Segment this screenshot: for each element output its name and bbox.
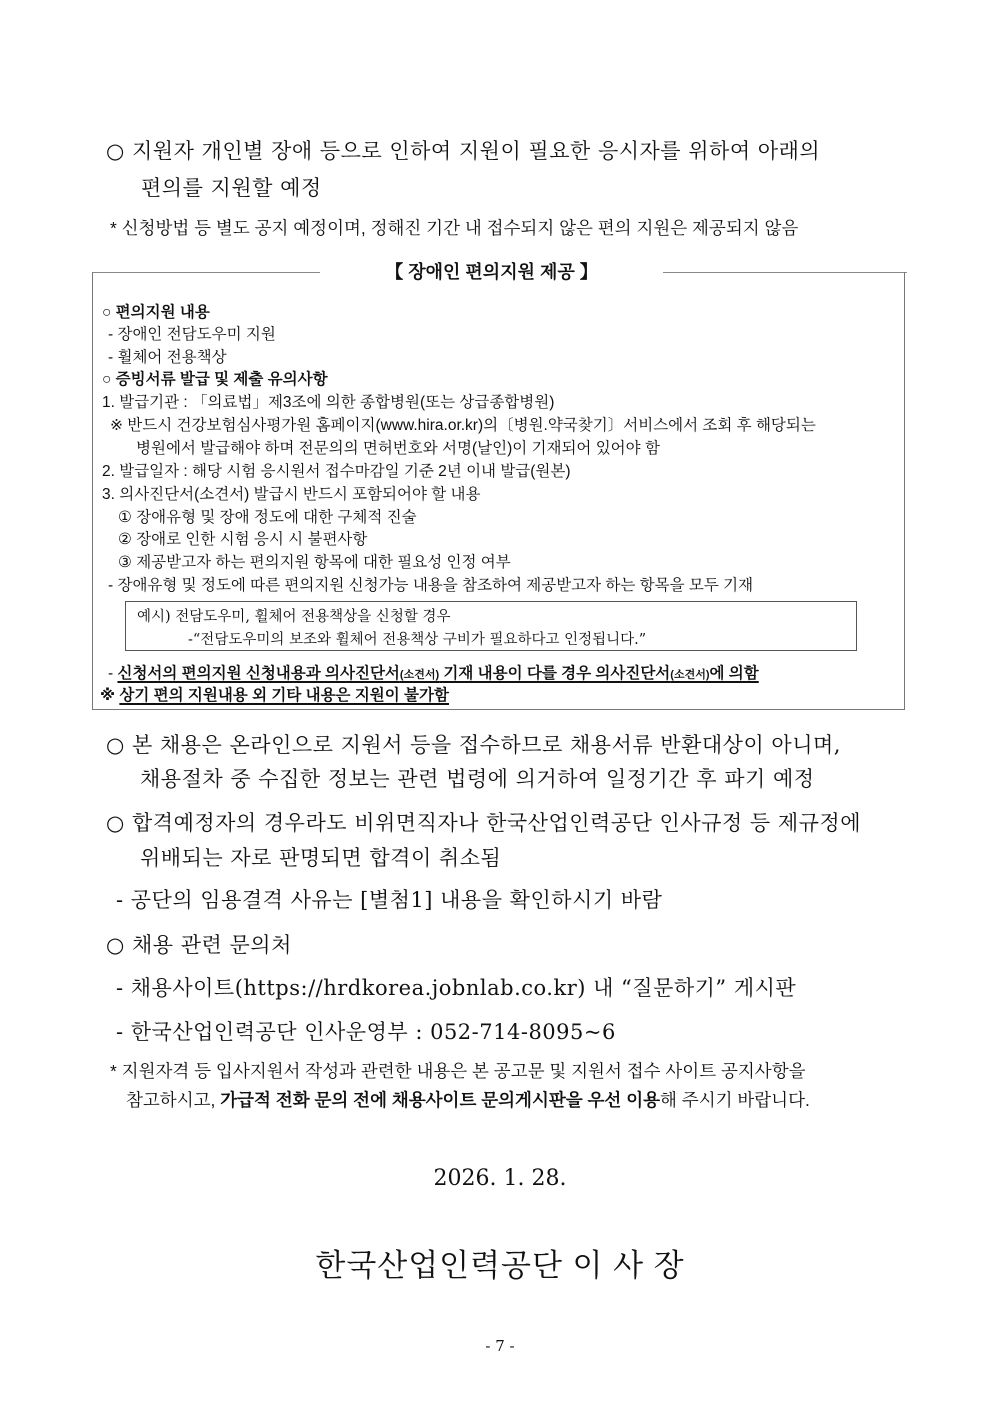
paragraph-online-line2: 채용절차 중 수집한 정보는 관련 법령에 의거하여 일정기간 후 파기 예정 (140, 767, 815, 791)
intro-paragraph-line1: ○ 지원자 개인별 장애 등으로 인하여 지원이 필요한 응시자를 위하여 아래의 (106, 139, 821, 163)
example-line2: -“전담도우미의 보조와 휠체어 전용책상 구비가 필요하다고 인정됩니다.” (188, 632, 647, 648)
closing-note-line2: 참고하시고, 가급적 전화 문의 전에 채용사이트 문의게시판을 우선 이용해 주시기 바랍니다. (126, 1090, 810, 1110)
warning-text: 신청서의 편의지원 신청내용과 의사진단서(소견서) 기재 내용이 다를 경우 의사진단서(소견서)에 의함 (117, 665, 759, 682)
issue-date-rule: 2. 발급일자 : 해당 시험 응시원서 접수마감일 기준 2년 이내 발급(원본) (102, 463, 571, 480)
warning-not-supported (100, 683, 449, 705)
issuing-note-line2: 병원에서 발급해야 하며 전문의의 면허번호와 서명(날인)이 기재되어 있어야 함 (136, 440, 660, 457)
intro-paragraph-line2: 편의를 지원할 예정 (141, 176, 322, 200)
requirement-item: ③ 제공받고자 하는 편의지원 항목에 대한 필요성 인정 여부 (118, 554, 511, 571)
announcement-date: 2026. 1. 28. (433, 1166, 567, 1191)
requirement-item: ② 장애로 인한 시험 응시 시 불편사항 (118, 531, 368, 548)
section1-item: - 장애인 전담도우미 지원 (108, 326, 276, 343)
section2-heading: ○ 증빙서류 발급 및 제출 유의사항 (102, 371, 328, 388)
requirement-item: ① 장애유형 및 장애 정도에 대한 구체적 진술 (118, 509, 417, 526)
warning2-text: 상기 편의 지원내용 외 기타 내용은 지원이 불가함 (119, 687, 449, 704)
intro-note: * 신청방법 등 별도 공지 예정이며, 정해진 기간 내 접수되지 않은 편의 지원은 제공되지 않음 (110, 218, 799, 238)
issuing-note-line1: ※ 반드시 건강보험심사평가원 홈페이지(www.hira.or.kr)의〔병원.약국찾기〕서비스에서 조회 후 해당되는 (110, 417, 816, 434)
closing-note-line1: * 지원자격 등 입사지원서 작성과 관련한 내용은 본 공고문 및 지원서 접수 사이트 공지사항을 (110, 1061, 806, 1081)
signer: 한국산업인력공단 이 사 장 (315, 1248, 685, 1283)
paragraph-online-line1: ○ 본 채용은 온라인으로 지원서 등을 접수하므로 채용서류 반환대상이 아니며, (106, 733, 841, 757)
paragraph-disqualify-sub: - 공단의 임용결격 사유는 [별첨1] 내용을 확인하시기 바람 (116, 888, 663, 912)
reference-mark: ※ (100, 687, 120, 704)
warning-mismatch (108, 661, 759, 683)
example-line1: 예시) 전담도우미, 휠체어 전용책상을 신청할 경우 (137, 609, 451, 625)
paragraph-disqualify-line1: ○ 합격예정자의 경우라도 비위면직자나 한국산업인력공단 인사규정 등 제규정에 (106, 811, 861, 835)
contact-heading: ○ 채용 관련 문의처 (106, 933, 292, 957)
box-title: 【 장애인 편의지원 제공 】 (385, 262, 598, 282)
fill-instruction: - 장애유형 및 정도에 따른 편의지원 신청가능 내용을 참조하여 제공받고자 하는 항목을 모두 기재 (108, 577, 754, 594)
page-number: - 7 - (485, 1337, 515, 1355)
warning-prefix: - (108, 665, 118, 682)
section1-heading: ○ 편의지원 내용 (102, 304, 210, 321)
contact-website[interactable]: - 채용사이트(https://hrdkorea.jobnlab.co.kr) 내 “질문하기” 게시판 (116, 976, 797, 1000)
section1-item: - 휠체어 전용책상 (108, 349, 227, 366)
issuing-institution: 1. 발급기관 : 「의료법」제3조에 의한 종합병원(또는 상급종합병원) (102, 394, 555, 411)
closing-note-emphasis: 가급적 전화 문의 전에 채용사이트 문의게시판을 우선 이용 (220, 1090, 661, 1110)
contact-phone: - 한국산업인력공단 인사운영부 : 052-714-8095~6 (116, 1020, 616, 1044)
diagnosis-requirements: 3. 의사진단서(소견서) 발급시 반드시 포함되어야 할 내용 (102, 486, 481, 503)
paragraph-disqualify-line2: 위배되는 자로 판명되면 합격이 취소됨 (140, 846, 502, 870)
